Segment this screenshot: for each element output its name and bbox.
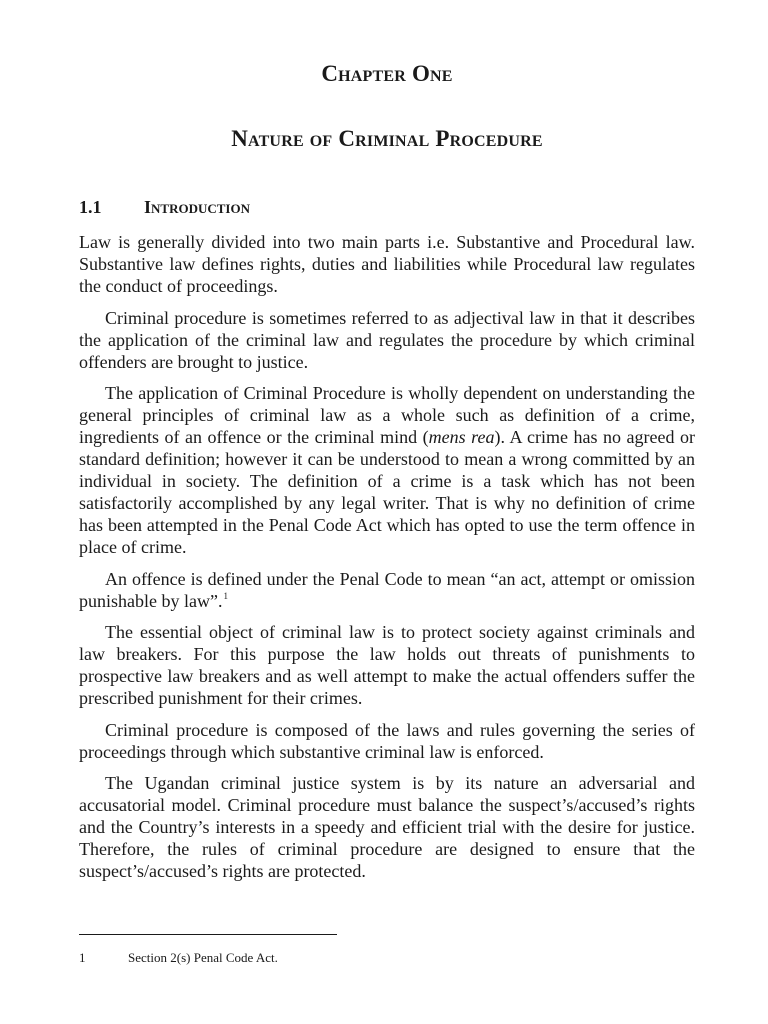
paragraph-7: The Ugandan criminal justice system is by its nature an adversarial and accusatorial model. Criminal procedure must balance the suspect’s/accused’s rights and the Country’s interests in a speedy and efficient trial with the desire for justice. Therefore, the rules of criminal procedure are designed to ensure that the suspect’s/accused’s rights are protected.	[79, 773, 695, 881]
section-number: 1.1	[79, 197, 102, 217]
chapter-label: Chapter One	[321, 61, 453, 86]
body-text	[79, 231, 695, 892]
paragraph-3-text-after: ). A crime has no agreed or standard definition; however it can be understood to mean a wrong committed by an individual in society. The definition of a crime is a task which has not been satisfactorily accomplished by any legal writer. That is why no definition of crime has been attempted in the Penal Code Act which has opted to use the term offence in place of crime.	[79, 427, 696, 557]
paragraph-4	[79, 568, 695, 612]
mens-rea-term: mens rea	[428, 427, 495, 447]
section-heading	[79, 197, 250, 218]
section-title: Introduction	[144, 197, 250, 217]
paragraph-3	[79, 382, 695, 558]
paragraph-2: Criminal procedure is sometimes referred to as adjectival law in that it describes the application of the criminal law and regulates the procedure by which criminal offenders are brought to justice.	[79, 307, 695, 372]
footnote-divider	[79, 934, 337, 935]
paragraph-4-text: An offence is defined under the Penal Code to mean “an act, attempt or omission punishable by law”.	[79, 568, 695, 611]
paragraph-5: The essential object of criminal law is to protect society against criminals and law breakers. For this purpose the law holds out threats of punishments to prospective law breakers and as well attempt to make the actual offenders suffer the prescribed punishment for their crimes.	[79, 622, 695, 708]
footnote-reference[interactable]: 1	[223, 590, 228, 601]
paragraph-1: Law is generally divided into two main parts i.e. Substantive and Procedural law. Substantive law defines rights, duties and liabilities while Procedural law regulates the conduct of proceedings.	[79, 232, 695, 296]
footnote-number: 1	[79, 950, 86, 965]
footnote	[79, 950, 278, 966]
chapter-title: Nature of Criminal Procedure	[231, 126, 543, 151]
paragraph-6: Criminal procedure is composed of the laws and rules governing the series of proceedings through which substantive criminal law is enforced.	[79, 719, 695, 762]
footnote-text: Section 2(s) Penal Code Act.	[128, 950, 278, 965]
paragraph-3-text-before: The application of Criminal Procedure is wholly dependent on understanding the general principles of criminal law as a whole such as definition of a crime, ingredients of an offence or the criminal mind (	[79, 383, 695, 447]
